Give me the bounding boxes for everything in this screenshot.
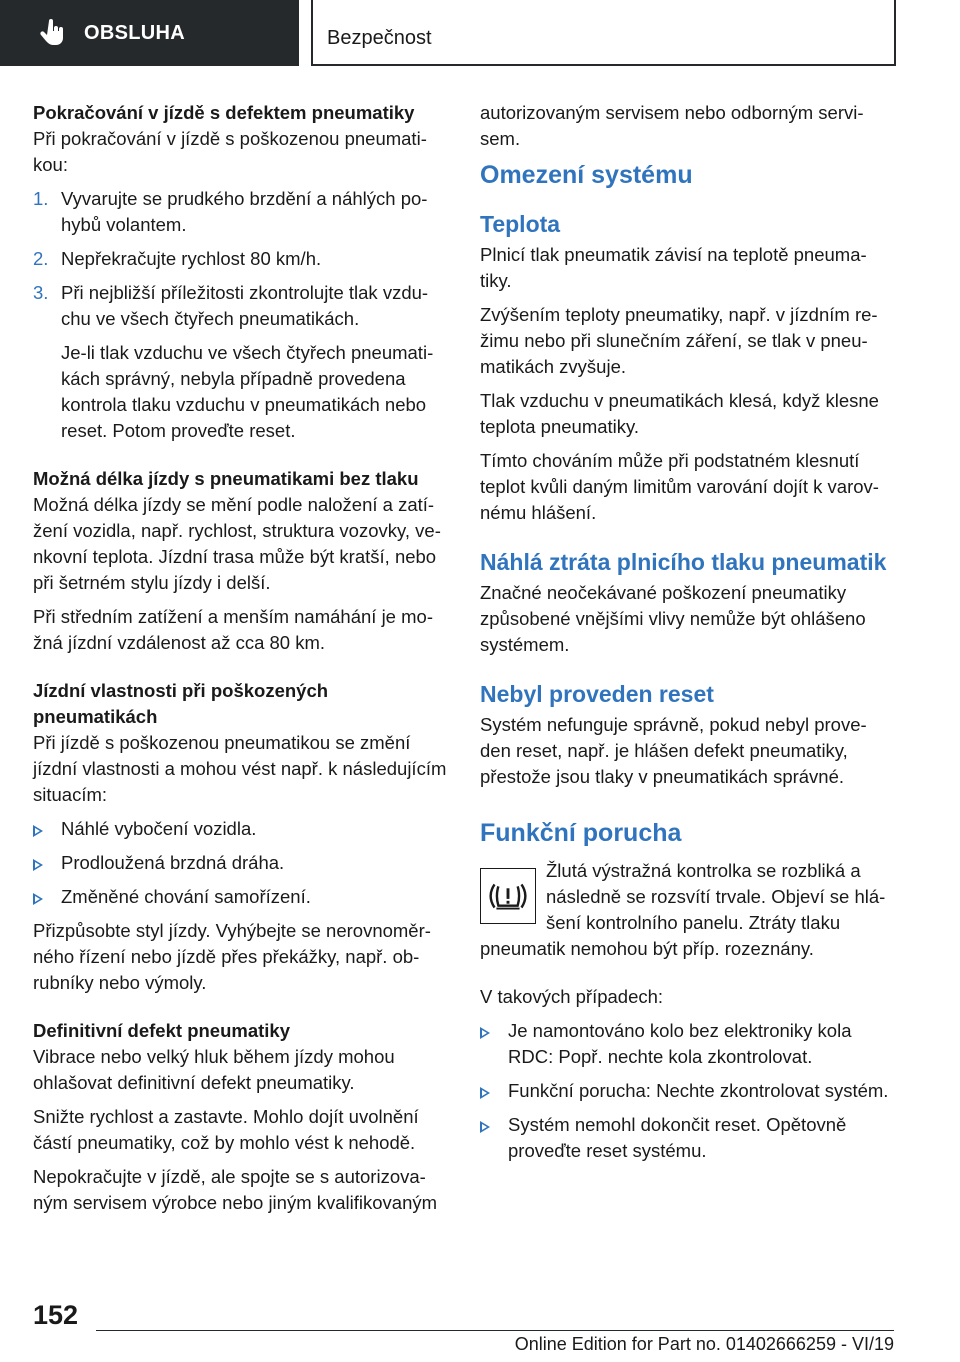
paragraph: Při pokračování v jízdě s poškozenou pneumatikou: bbox=[33, 128, 427, 175]
paragraph: Snižte rychlost a zastavte. Mohlo dojít uvolnění částí pneumatiky, což by mohlo vést k nehodě. bbox=[33, 1106, 419, 1153]
heading-temperature: Teplota bbox=[480, 211, 561, 237]
warning-text: Žlutá výstražná kontrolka se rozbliká a následně se rozsvítí trvale. Objeví se hlášení kontrolního panelu. Ztráty tlaku bbox=[546, 860, 886, 933]
list-item bbox=[33, 884, 451, 910]
right-column bbox=[480, 100, 890, 1172]
bullet-text: Je namontováno kolo bez elektroniky kola RDC: Popř. nechte kola zkontrolovat. bbox=[508, 1020, 852, 1067]
hand-pointer-icon bbox=[40, 19, 66, 47]
paragraph: Možná délka jízdy se mění podle naložení a zatížení vozidla, např. rychlost, struktura vozovky, venkovní teplota. Jízdní trasa může být kratší, nebo při šetrném stylu jízdy i delší. bbox=[33, 494, 441, 593]
left-column bbox=[33, 100, 451, 1224]
paragraph: V takových případech: bbox=[480, 986, 664, 1007]
bullet-arrow-icon bbox=[33, 893, 43, 905]
page-number: 152 bbox=[33, 1300, 79, 1330]
list-item bbox=[480, 1018, 890, 1070]
list-item bbox=[33, 816, 451, 842]
list-item bbox=[33, 186, 451, 238]
paragraph: Tímto chováním může při podstatném klesnutí teplot kvůli daným limitům varování dojít k varovnému hlášení. bbox=[480, 450, 879, 523]
paragraph: Systém nefunguje správně, pokud nebyl proveden reset, např. je hlášen defekt pneumatiky, přestože jsou tlaky v pneumatikách správné. bbox=[480, 714, 867, 787]
bullet-list bbox=[480, 1018, 890, 1164]
section-title-continued-driving: Pokračování v jízdě s defektem pneumatiky bbox=[33, 102, 415, 123]
step-number: 1. bbox=[33, 188, 49, 209]
paragraph: Při jízdě s poškozenou pneumatikou se změní jízdní vlastnosti a mohou vést např. k následujícím situacím: bbox=[33, 732, 447, 805]
tab-section[interactable]: Bezpečnost bbox=[311, 0, 896, 66]
step-sub-paragraph: Je-li tlak vzduchu ve všech čtyřech pneumatikách správný, nebyla případně provedena kontrola tlaku vzduchu v pneumatikách nebo reset. Potom proveďte reset. bbox=[61, 342, 434, 441]
paragraph: autorizovaným servisem nebo odborným servisem. bbox=[480, 102, 864, 149]
bullet-text: Změněné chování samořízení. bbox=[61, 886, 311, 907]
tpms-warning-icon bbox=[480, 868, 536, 924]
heading-system-limits: Omezení systému bbox=[480, 161, 693, 189]
paragraph: Při středním zatížení a menším namáhání je možná jízdní vzdálenost až cca 80 km. bbox=[33, 606, 433, 653]
list-item bbox=[33, 246, 451, 272]
step-number: 3. bbox=[33, 282, 49, 303]
bullet-text: Funkční porucha: Nechte zkontrolovat systém. bbox=[508, 1080, 889, 1101]
bullet-text: Systém nemohl dokončit reset. Opětovně proveďte reset systému. bbox=[508, 1114, 847, 1161]
section-title-definitive-defect: Definitivní defekt pneumatiky bbox=[33, 1020, 290, 1041]
paragraph: Značné neočekávané poškození pneumatiky způsobené vnějšími vlivy nemůže být ohlášeno systémem. bbox=[480, 582, 866, 655]
bullet-arrow-icon bbox=[480, 1121, 490, 1133]
step-text: Vyvarujte se prudkého brzdění a náhlých pohybů volantem. bbox=[61, 188, 428, 235]
steps-list bbox=[33, 186, 451, 332]
paragraph: pneumatik nemohou být příp. rozeznány. bbox=[480, 938, 814, 959]
list-item bbox=[33, 280, 451, 332]
page-header bbox=[0, 0, 960, 66]
heading-sudden-pressure-loss: Náhlá ztráta plnicího tlaku pneumatik bbox=[480, 549, 887, 575]
paragraph: Nepokračujte v jízdě, ale spojte se s autorizovaným servisem výrobce nebo jiným kvalifikovaným bbox=[33, 1166, 438, 1213]
list-item bbox=[480, 1078, 890, 1104]
bullet-arrow-icon bbox=[480, 1087, 490, 1099]
section-title-driving-characteristics: Jízdní vlastnosti při poškozených pneumatikách bbox=[33, 680, 329, 727]
paragraph: Přizpůsobte styl jízdy. Vyhýbejte se nerovnoměrného řízení nebo jízdě přes překážky, např. obrubníky nebo výmoly. bbox=[33, 920, 431, 993]
paragraph: Vibrace nebo velký hluk během jízdy mohou ohlašovat definitivní defekt pneumatiky. bbox=[33, 1046, 395, 1093]
tab-operation[interactable] bbox=[0, 0, 299, 66]
bullet-arrow-icon bbox=[33, 825, 43, 837]
bullet-text: Náhlé vybočení vozidla. bbox=[61, 818, 257, 839]
tab-operation-label: OBSLUHA bbox=[84, 21, 185, 44]
paragraph: Tlak vzduchu v pneumatikách klesá, když klesne teplota pneumatiky. bbox=[480, 390, 879, 437]
step-text: Nepřekračujte rychlost 80 km/h. bbox=[61, 248, 322, 269]
section-title-range: Možná délka jízdy s pneumatikami bez tlaku bbox=[33, 468, 419, 489]
step-text: Při nejbližší příležitosti zkontrolujte tlak vzduchu ve všech čtyřech pneumatikách. bbox=[61, 282, 429, 329]
list-item bbox=[480, 1112, 890, 1164]
bullet-text: Prodloužená brzdná dráha. bbox=[61, 852, 285, 873]
step-number: 2. bbox=[33, 248, 49, 269]
bullet-arrow-icon bbox=[33, 859, 43, 871]
bullet-list bbox=[33, 816, 451, 910]
paragraph: Zvýšením teploty pneumatiky, např. v jízdním režimu nebo při slunečním záření, se tlak v pneumatikách zvyšuje. bbox=[480, 304, 878, 377]
footer-edition[interactable]: Online Edition for Part no. 01402666259 - VI/19 bbox=[514, 1334, 894, 1354]
heading-no-reset: Nebyl proveden reset bbox=[480, 681, 714, 707]
heading-malfunction: Funkční porucha bbox=[480, 819, 682, 847]
bullet-arrow-icon bbox=[480, 1027, 490, 1039]
footer-divider bbox=[96, 1330, 894, 1331]
paragraph: Plnicí tlak pneumatik závisí na teplotě pneumatiky. bbox=[480, 244, 867, 291]
list-item bbox=[33, 850, 451, 876]
warning-block bbox=[480, 858, 890, 936]
